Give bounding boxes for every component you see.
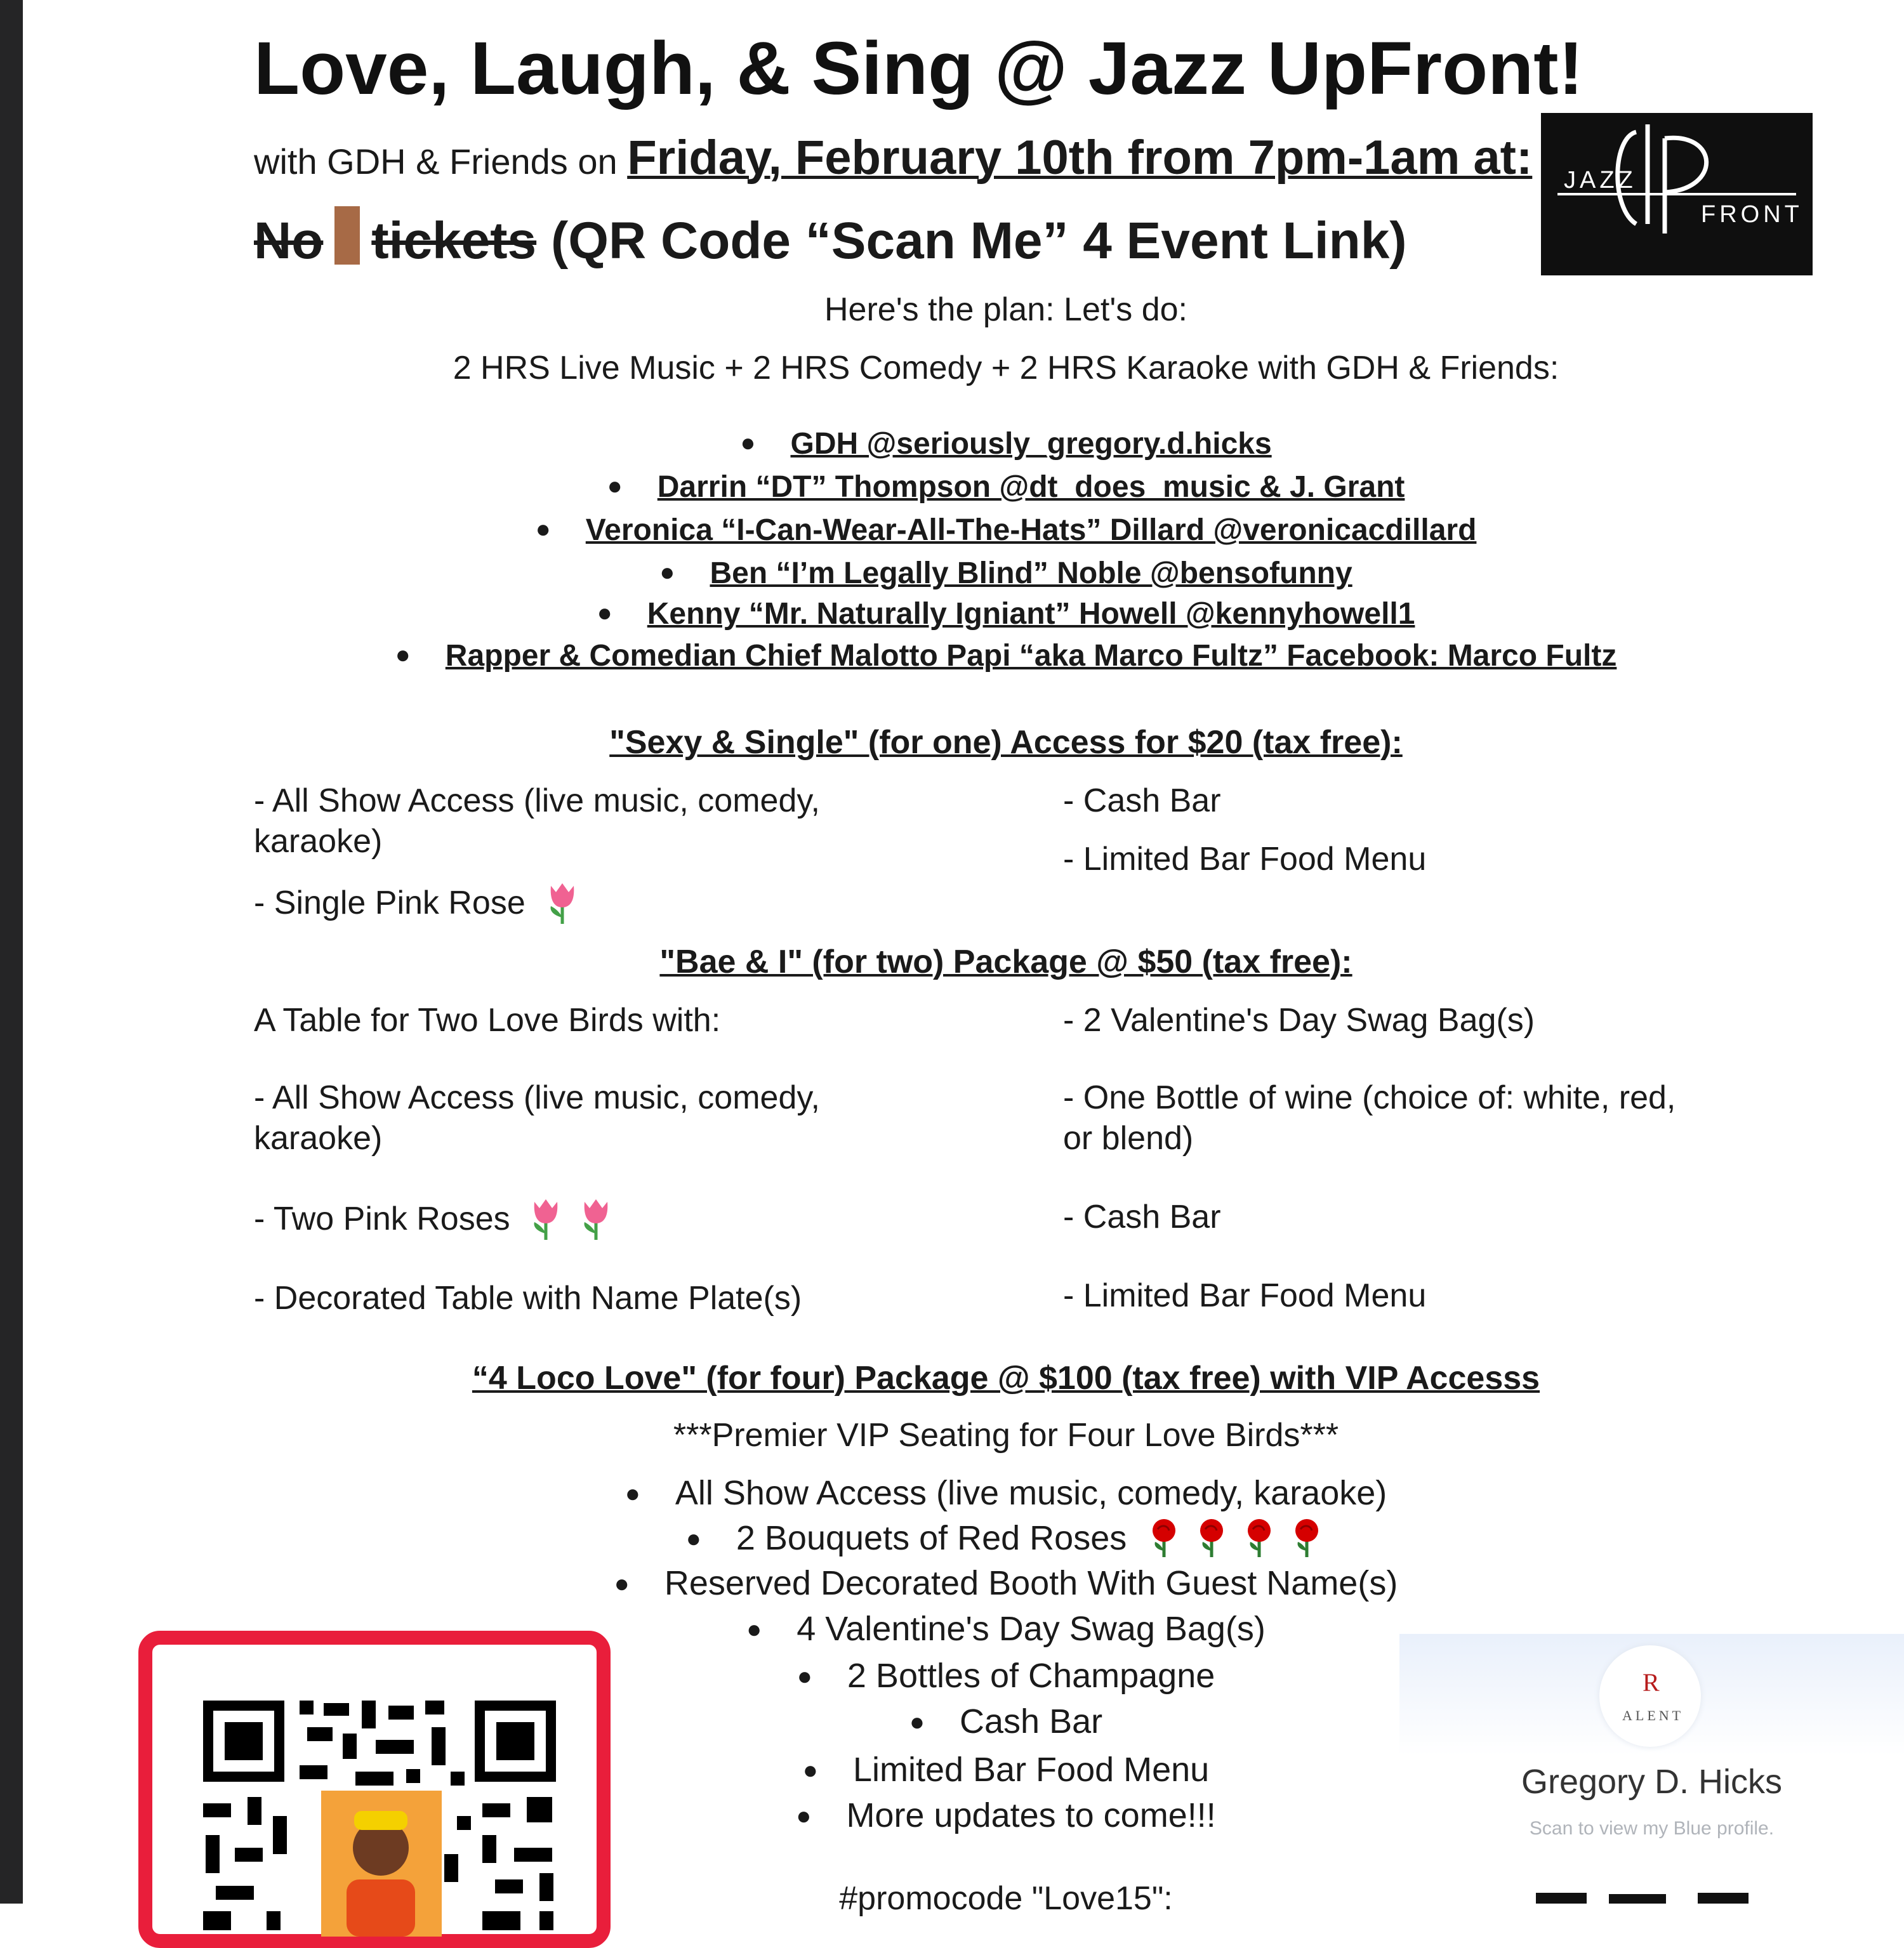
struck-text-tickets: tickets	[371, 212, 537, 270]
rose-icon	[1193, 1518, 1231, 1558]
bullet: ●	[535, 515, 551, 543]
plan-summary: 2 HRS Live Music + 2 HRS Comedy + 2 HRS Karaoke with GDH & Friends:	[453, 350, 1559, 386]
rose-icon	[1145, 1518, 1183, 1558]
qr-code[interactable]	[152, 1645, 597, 1937]
profile-caption: Scan to view my Blue profile.	[1529, 1818, 1775, 1839]
page-title: Love, Laugh, & Sing @ Jazz UpFront!	[254, 27, 1583, 110]
bullet: ●	[597, 599, 612, 627]
bullet: ●	[607, 472, 623, 500]
vip-item	[254, 1563, 1758, 1603]
couple-left-line: A Table for Two Love Birds with:	[254, 1002, 721, 1039]
couple-left-line: - Decorated Table with Name Plate(s)	[254, 1280, 802, 1317]
single-package-heading: "Sexy & Single" (for one) Access for $20 (tax free):	[609, 724, 1403, 761]
ticket-icon	[334, 206, 360, 265]
viewer-sidebar	[0, 0, 23, 1904]
profile-name: Gregory D. Hicks	[1521, 1763, 1783, 1801]
single-left-line: - All Show Access (live music, comedy,	[254, 782, 820, 819]
performer-item[interactable]	[254, 513, 1758, 548]
event-date: Friday, February 10th from 7pm-1am at:	[627, 131, 1533, 185]
performer-link[interactable]: Darrin “DT” Thompson @dt_does_music & J. Grant	[657, 470, 1405, 504]
performer-link[interactable]: GDH @seriously_gregory.d.hicks	[790, 427, 1272, 461]
performer-item[interactable]	[254, 596, 1758, 631]
single-right-line: - Cash Bar	[1063, 782, 1221, 819]
profile-badge	[1599, 1645, 1701, 1747]
vip-package-heading: “4 Loco Love" (for four) Package @ $100 (tax free) with VIP Accesss	[472, 1360, 1540, 1397]
vip-item-text: 2 Bottles of Champagne	[847, 1657, 1215, 1695]
logo-text-right: FRONT	[1701, 201, 1803, 228]
bullet: ●	[740, 429, 756, 457]
performer-link[interactable]: Ben “I’m Legally Blind” Noble @bensofunny	[710, 556, 1352, 590]
single-right-line: - Limited Bar Food Menu	[1063, 841, 1427, 878]
bullet: ●	[909, 1708, 925, 1736]
plan-intro: Here's the plan: Let's do:	[824, 291, 1187, 328]
rose-icon	[1240, 1518, 1278, 1558]
vip-subheading: ***Premier VIP Seating for Four Love Birds***	[673, 1417, 1339, 1454]
qr-note: (QR Code “Scan Me” 4 Event Link)	[550, 212, 1407, 270]
single-rose-line	[254, 881, 820, 925]
logo-text-left: JAZZ	[1564, 167, 1637, 194]
performer-item[interactable]	[254, 638, 1758, 673]
single-right-col	[1063, 780, 1426, 879]
couple-roses-line	[254, 1197, 820, 1241]
vip-item-text: Limited Bar Food Menu	[852, 1751, 1210, 1789]
couple-right-line: - Limited Bar Food Menu	[1063, 1277, 1427, 1314]
bullet: ●	[395, 641, 411, 669]
couple-right-line: - One Bottle of wine (choice of: white, red,	[1063, 1079, 1676, 1116]
promo-code: #promocode "Love15":	[839, 1880, 1173, 1917]
vip-item-text: All Show Access (live music, comedy, karaoke)	[675, 1474, 1387, 1512]
tulip-icon	[578, 1197, 614, 1241]
single-left-col	[254, 780, 820, 925]
couple-right-col	[1063, 1000, 1676, 1316]
bullet: ●	[614, 1570, 630, 1598]
performer-link[interactable]: Kenny “Mr. Naturally Igniant” Howell @kennyhowell1	[647, 597, 1415, 631]
performer-link[interactable]: Rapper & Comedian Chief Malotto Papi “aka Marco Fultz” Facebook: Marco Fultz	[445, 639, 1617, 673]
bullet: ●	[802, 1756, 818, 1784]
roses-group	[1145, 1519, 1326, 1557]
couple-left-line: - Two Pink Roses	[254, 1201, 510, 1237]
svg-text:R: R	[1643, 1668, 1660, 1697]
event-qr-code[interactable]	[138, 1631, 611, 1948]
bullet: ●	[746, 1616, 762, 1643]
couple-left-col	[254, 1000, 820, 1319]
vip-item-text: 2 Bouquets of Red Roses	[736, 1519, 1127, 1557]
struck-text-no: No	[254, 212, 324, 270]
bullet: ●	[659, 558, 675, 586]
bullet: ●	[796, 1802, 812, 1830]
vip-item-text: Reserved Decorated Booth With Guest Name(s)	[664, 1564, 1398, 1602]
bullet: ●	[685, 1525, 701, 1553]
performer-item[interactable]	[254, 556, 1758, 591]
couple-right-line: or blend)	[1063, 1120, 1194, 1157]
tulip-icon	[528, 1197, 564, 1241]
profile-qr-top	[1698, 1893, 1749, 1904]
single-left-line: karaoke)	[254, 823, 383, 860]
couple-left-line: karaoke)	[254, 1120, 383, 1157]
couple-right-line: - Cash Bar	[1063, 1199, 1221, 1235]
vip-item-text: Cash Bar	[960, 1702, 1103, 1741]
couple-package-heading: "Bae & I" (for two) Package @ $50 (tax free):	[659, 944, 1352, 980]
rose-icon	[1288, 1518, 1326, 1558]
couple-right-line: - 2 Valentine's Day Swag Bag(s)	[1063, 1002, 1535, 1039]
jazz-upfront-logo	[1541, 113, 1813, 275]
single-left-line: - Single Pink Rose	[254, 885, 526, 921]
logo-mark	[1541, 113, 1813, 275]
vip-item-text: More updates to come!!!	[846, 1796, 1216, 1834]
subtitle-prefix: with GDH & Friends on	[254, 141, 628, 181]
bullet: ●	[625, 1480, 640, 1508]
profile-qr-top	[1536, 1893, 1587, 1904]
couple-left-line: - All Show Access (live music, comedy,	[254, 1079, 820, 1116]
profile-card[interactable]	[1399, 1634, 1904, 1904]
vip-item-text: 4 Valentine's Day Swag Bag(s)	[797, 1610, 1266, 1648]
performer-link[interactable]: Veronica “I-Can-Wear-All-The-Hats” Dillard @veronicacdillard	[585, 513, 1477, 547]
event-date-line	[254, 130, 1532, 185]
badge-text: ALENT	[1622, 1708, 1684, 1723]
bullet: ●	[797, 1662, 812, 1690]
performer-item[interactable]	[254, 426, 1758, 461]
vip-item	[254, 1518, 1758, 1558]
tickets-line	[254, 206, 1407, 271]
tulip-icon	[545, 881, 580, 925]
performer-item[interactable]	[254, 470, 1758, 504]
talent-logo-icon	[1599, 1645, 1701, 1747]
profile-qr-top	[1609, 1894, 1666, 1904]
vip-item	[254, 1473, 1758, 1513]
